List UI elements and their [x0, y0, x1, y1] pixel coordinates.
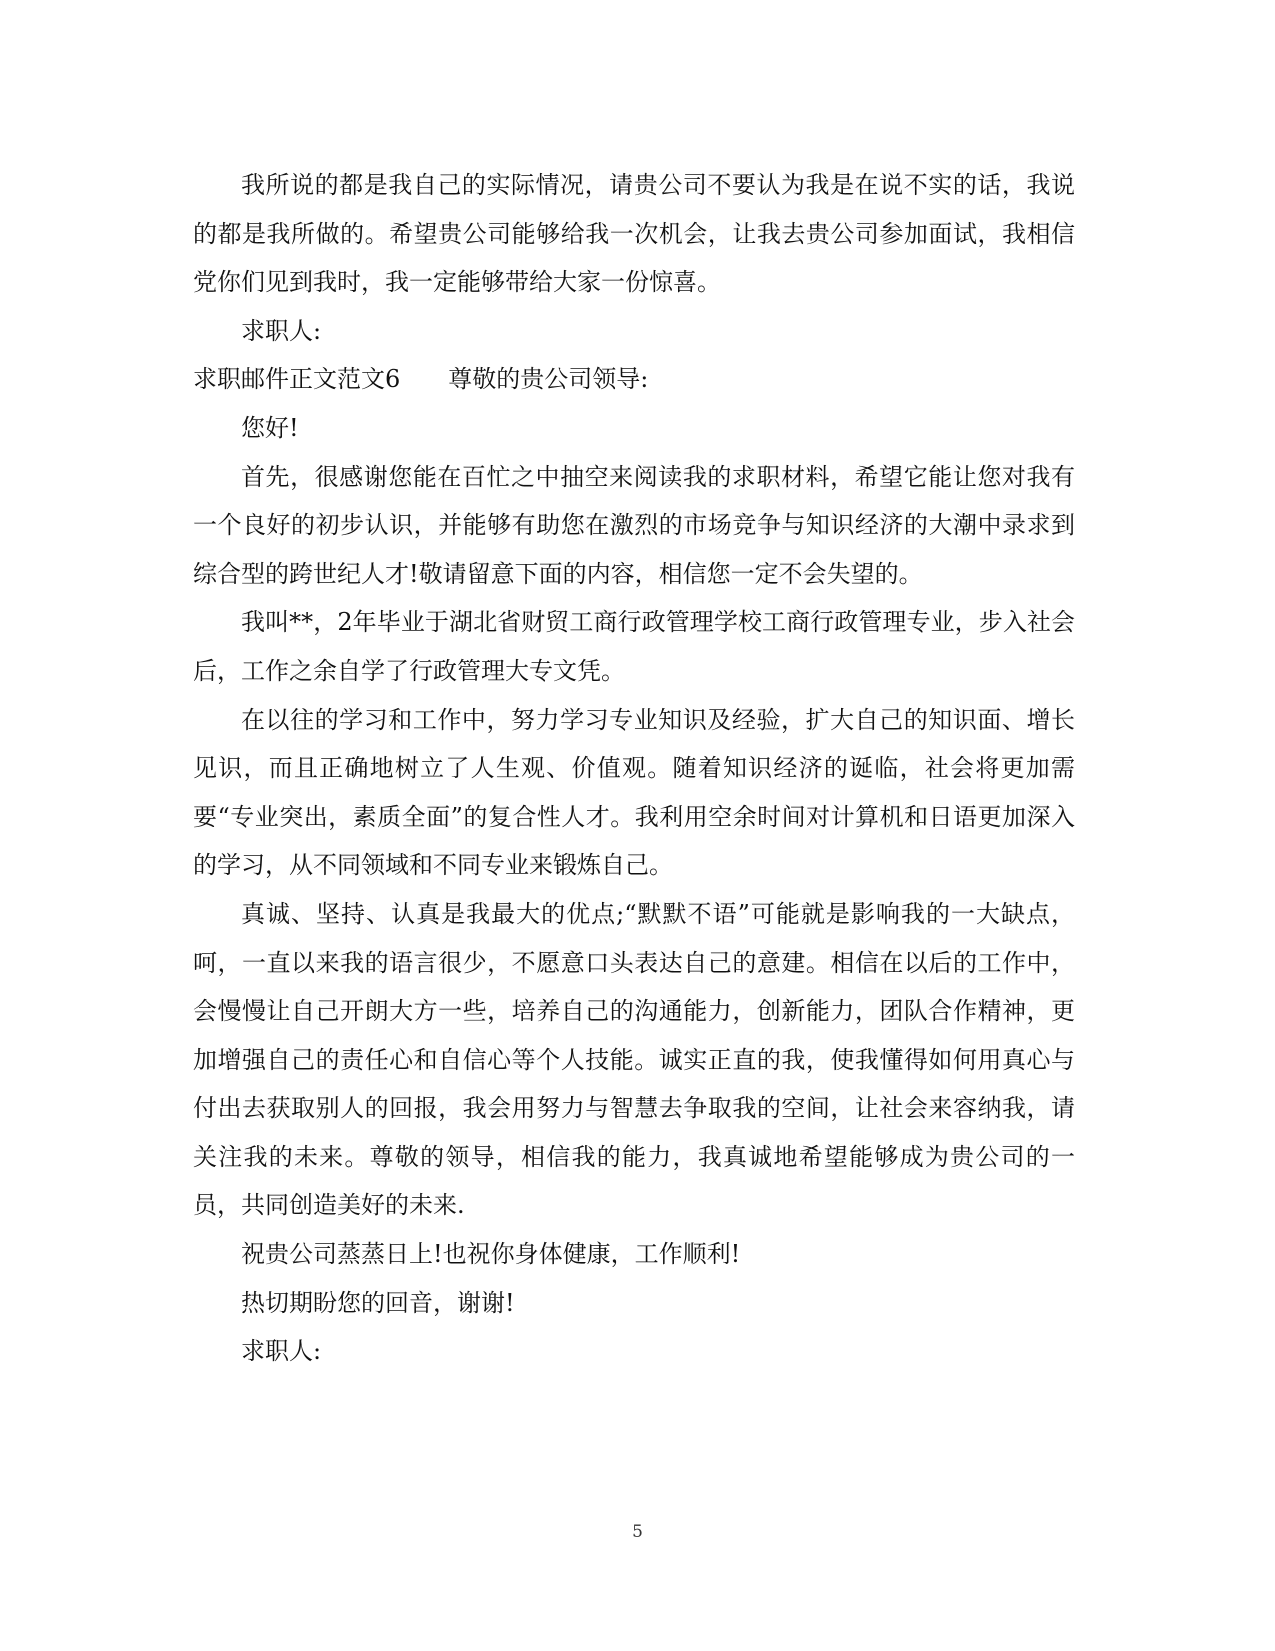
- paragraph-signature-label-final: 求职人:: [241, 1337, 322, 1366]
- paragraph-experience: 在以往的学习和工作中，努力学习专业知识及经验，扩大自己的知识面、增长见识，而且正确地树立了人生观、价值观。随着知识经济的诞临，社会将更加需要“专业突出，素质全面”的复合性人才。我利用空余时间对计算机和日语更加深入的学习，从不同领域和不同专业来锻炼自己。: [193, 705, 1075, 880]
- paragraph-sample-heading: 求职邮件正文范文6 尊敬的贵公司领导:: [193, 365, 649, 394]
- paragraph-thanks: 热切期盼您的回音，谢谢!: [241, 1288, 515, 1317]
- paragraph-background: 我叫**，2年毕业于湖北省财贸工商行政管理学校工商行政管理专业，步入社会后，工作之余自学了行政管理大专文凭。: [193, 608, 1075, 685]
- document-body: [193, 161, 1075, 1376]
- paragraph-introduction: 首先，很感谢您能在百忙之中抽空来阅读我的求职材料，希望它能让您对我有一个良好的初步认识，并能够有助您在激烈的市场竞争与知识经济的大潮中录求到综合型的跨世纪人才!敬请留意下面的内容，相信您一定不会失望的。: [193, 462, 1075, 588]
- paragraph-signature-label: 求职人:: [241, 316, 322, 345]
- page-number: 5: [632, 1522, 643, 1542]
- paragraph-greeting: 您好!: [241, 413, 299, 442]
- paragraph-strengths: 真诚、坚持、认真是我最大的优点;“默默不语”可能就是影响我的一大缺点，呵，一直以来我的语言很少，不愿意口头表达自己的意建。相信在以后的工作中，会慢慢让自己开朗大方一些，培养自己的沟通能力，创新能力，团队合作精神，更加增强自己的责任心和自信心等个人技能。诚实正直的我，使我懂得如何用真心与付出去获取别人的回报，我会用努力与智慧去争取我的空间，让社会来容纳我，请关注我的未来。尊敬的领导，相信我的能力，我真诚地希望能够成为贵公司的一员，共同创造美好的未来.: [193, 899, 1075, 1220]
- paragraph-closing-statement: 我所说的都是我自己的实际情况，请贵公司不要认为我是在说不实的话，我说的都是我所做的。希望贵公司能够给我一次机会，让我去贵公司参加面试，我相信党你们见到我时，我一定能够带给大家一份惊喜。: [193, 171, 1075, 297]
- paragraph-wishes: 祝贵公司蒸蒸日上!也祝你身体健康，工作顺利!: [241, 1240, 741, 1269]
